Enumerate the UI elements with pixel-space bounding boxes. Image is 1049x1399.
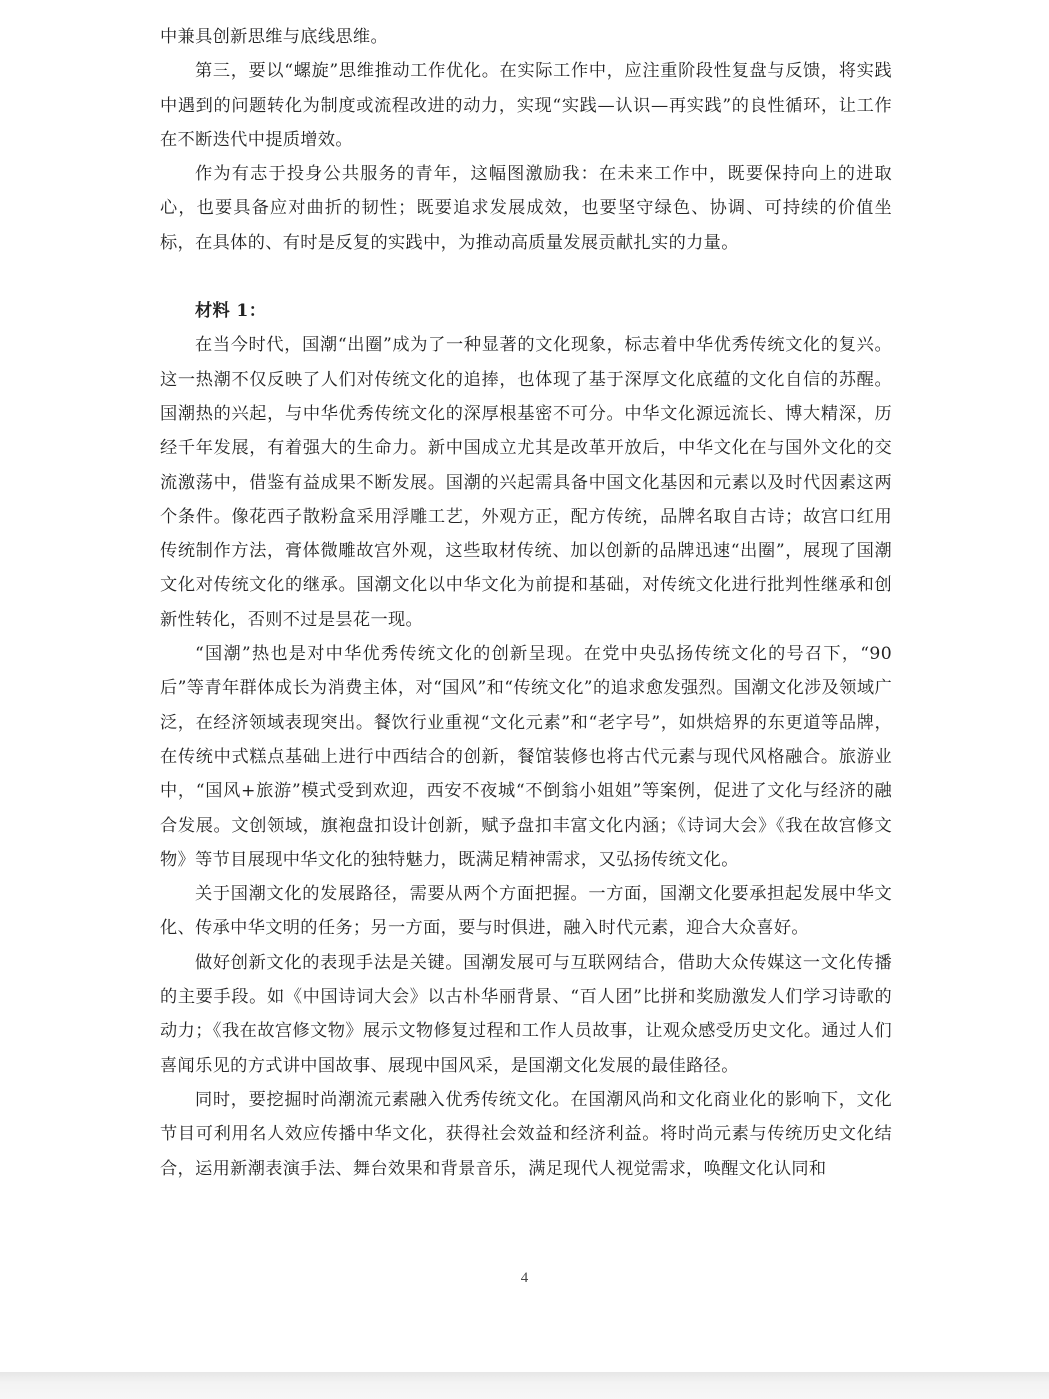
paragraph-material-2: “国潮”热也是对中华优秀传统文化的创新呈现。在党中央弘扬传统文化的号召下，“90后”等青年群体成长为消费主体，对“国风”和“传统文化”的追求愈发强烈。国潮文化涉及领域广泛，在经济领域表现突出。餐饮行业重视“文化元素”和“老字号”，如烘焙界的东更道等品牌，在传统中式糕点基础上进行中西结合的创新，餐馆装修也将古代元素与现代风格融合。旅游业中，“国风+旅游”模式受到欢迎，西安不夜城“不倒翁小姐姐”等案例，促进了文化与经济的融合发展。文创领域，旗袍盘扣设计创新，赋予盘扣丰富文化内涵；《诗词大会》《我在故宫修文物》等节目展现中华文化的独特魅力，既满足精神需求，又弘扬传统文化。 [160, 644, 892, 870]
paragraph-continuation: 中兼具创新思维与底线思维。 [160, 27, 388, 47]
paragraph-material-3: 关于国潮文化的发展路径，需要从两个方面把握。一方面，国潮文化要承担起发展中华文化、传承中华文明的任务；另一方面，要与时俱进，融入时代元素，迎合大众喜好。 [160, 884, 892, 939]
paragraph-conclusion: 作为有志于投身公共服务的青年，这幅图激励我：在未来工作中，既要保持向上的进取心，也要具备应对曲折的韧性；既要追求发展成效，也要坚守绿色、协调、可持续的价值坐标，在具体的、有时是反复的实践中，为推动高质量发展贡献扎实的力量。 [160, 164, 892, 253]
section-spacer [160, 260, 892, 294]
page-content [160, 20, 892, 1186]
paragraph-third-point: 第三，要以“螺旋”思维推动工作优化。在实际工作中，应注重阶段性复盘与反馈，将实践中遇到的问题转化为制度或流程改进的动力，实现“实践—认识—再实践”的良性循环，让工作在不断迭代中提质增效。 [160, 61, 892, 150]
section-heading: 材料 1： [195, 301, 267, 322]
page-number: 4 [520, 1270, 529, 1286]
paragraph-material-4: 做好创新文化的表现手法是关键。国潮发展可与互联网结合，借助大众传媒这一文化传播的主要手段。如《中国诗词大会》以古朴华丽背景、“百人团”比拼和奖励激发人们学习诗歌的动力；《我在故宫修文物》展示文物修复过程和工作人员故事，让观众感受历史文化。通过人们喜闻乐见的方式讲中国故事、展现中国风采，是国潮文化发展的最佳路径。 [160, 952, 892, 1076]
paragraph-material-1: 在当今时代，国潮“出圈”成为了一种显著的文化现象，标志着中华优秀传统文化的复兴。这一热潮不仅反映了人们对传统文化的追捧，也体现了基于深厚文化底蕴的文化自信的苏醒。国潮热的兴起，与中华优秀传统文化的深厚根基密不可分。中华文化源远流长、博大精深，历经千年发展，有着强大的生命力。新中国成立尤其是改革开放后，中华文化在与国外文化的交流激荡中，借鉴有益成果不断发展。国潮的兴起需具备中国文化基因和元素以及时代因素这两个条件。像花西子散粉盒采用浮雕工艺，外观方正，配方传统，品牌名取自古诗；故宫口红用传统制作方法，膏体微雕故宫外观，这些取材传统、加以创新的品牌迅速“出圈”，展现了国潮文化对传统文化的继承。国潮文化以中华文化为前提和基础，对传统文化进行批判性继承和创新性转化，否则不过是昙花一现。 [160, 335, 892, 630]
page-bottom-edge [0, 1372, 1049, 1399]
paragraph-material-5: 同时，要挖掘时尚潮流元素融入优秀传统文化。在国潮风尚和文化商业化的影响下，文化节目可利用名人效应传播中华文化，获得社会效益和经济利益。将时尚元素与传统历史文化结合，运用新潮表演手法、舞台效果和背景音乐，满足现代人视觉需求，唤醒文化认同和 [160, 1089, 892, 1179]
